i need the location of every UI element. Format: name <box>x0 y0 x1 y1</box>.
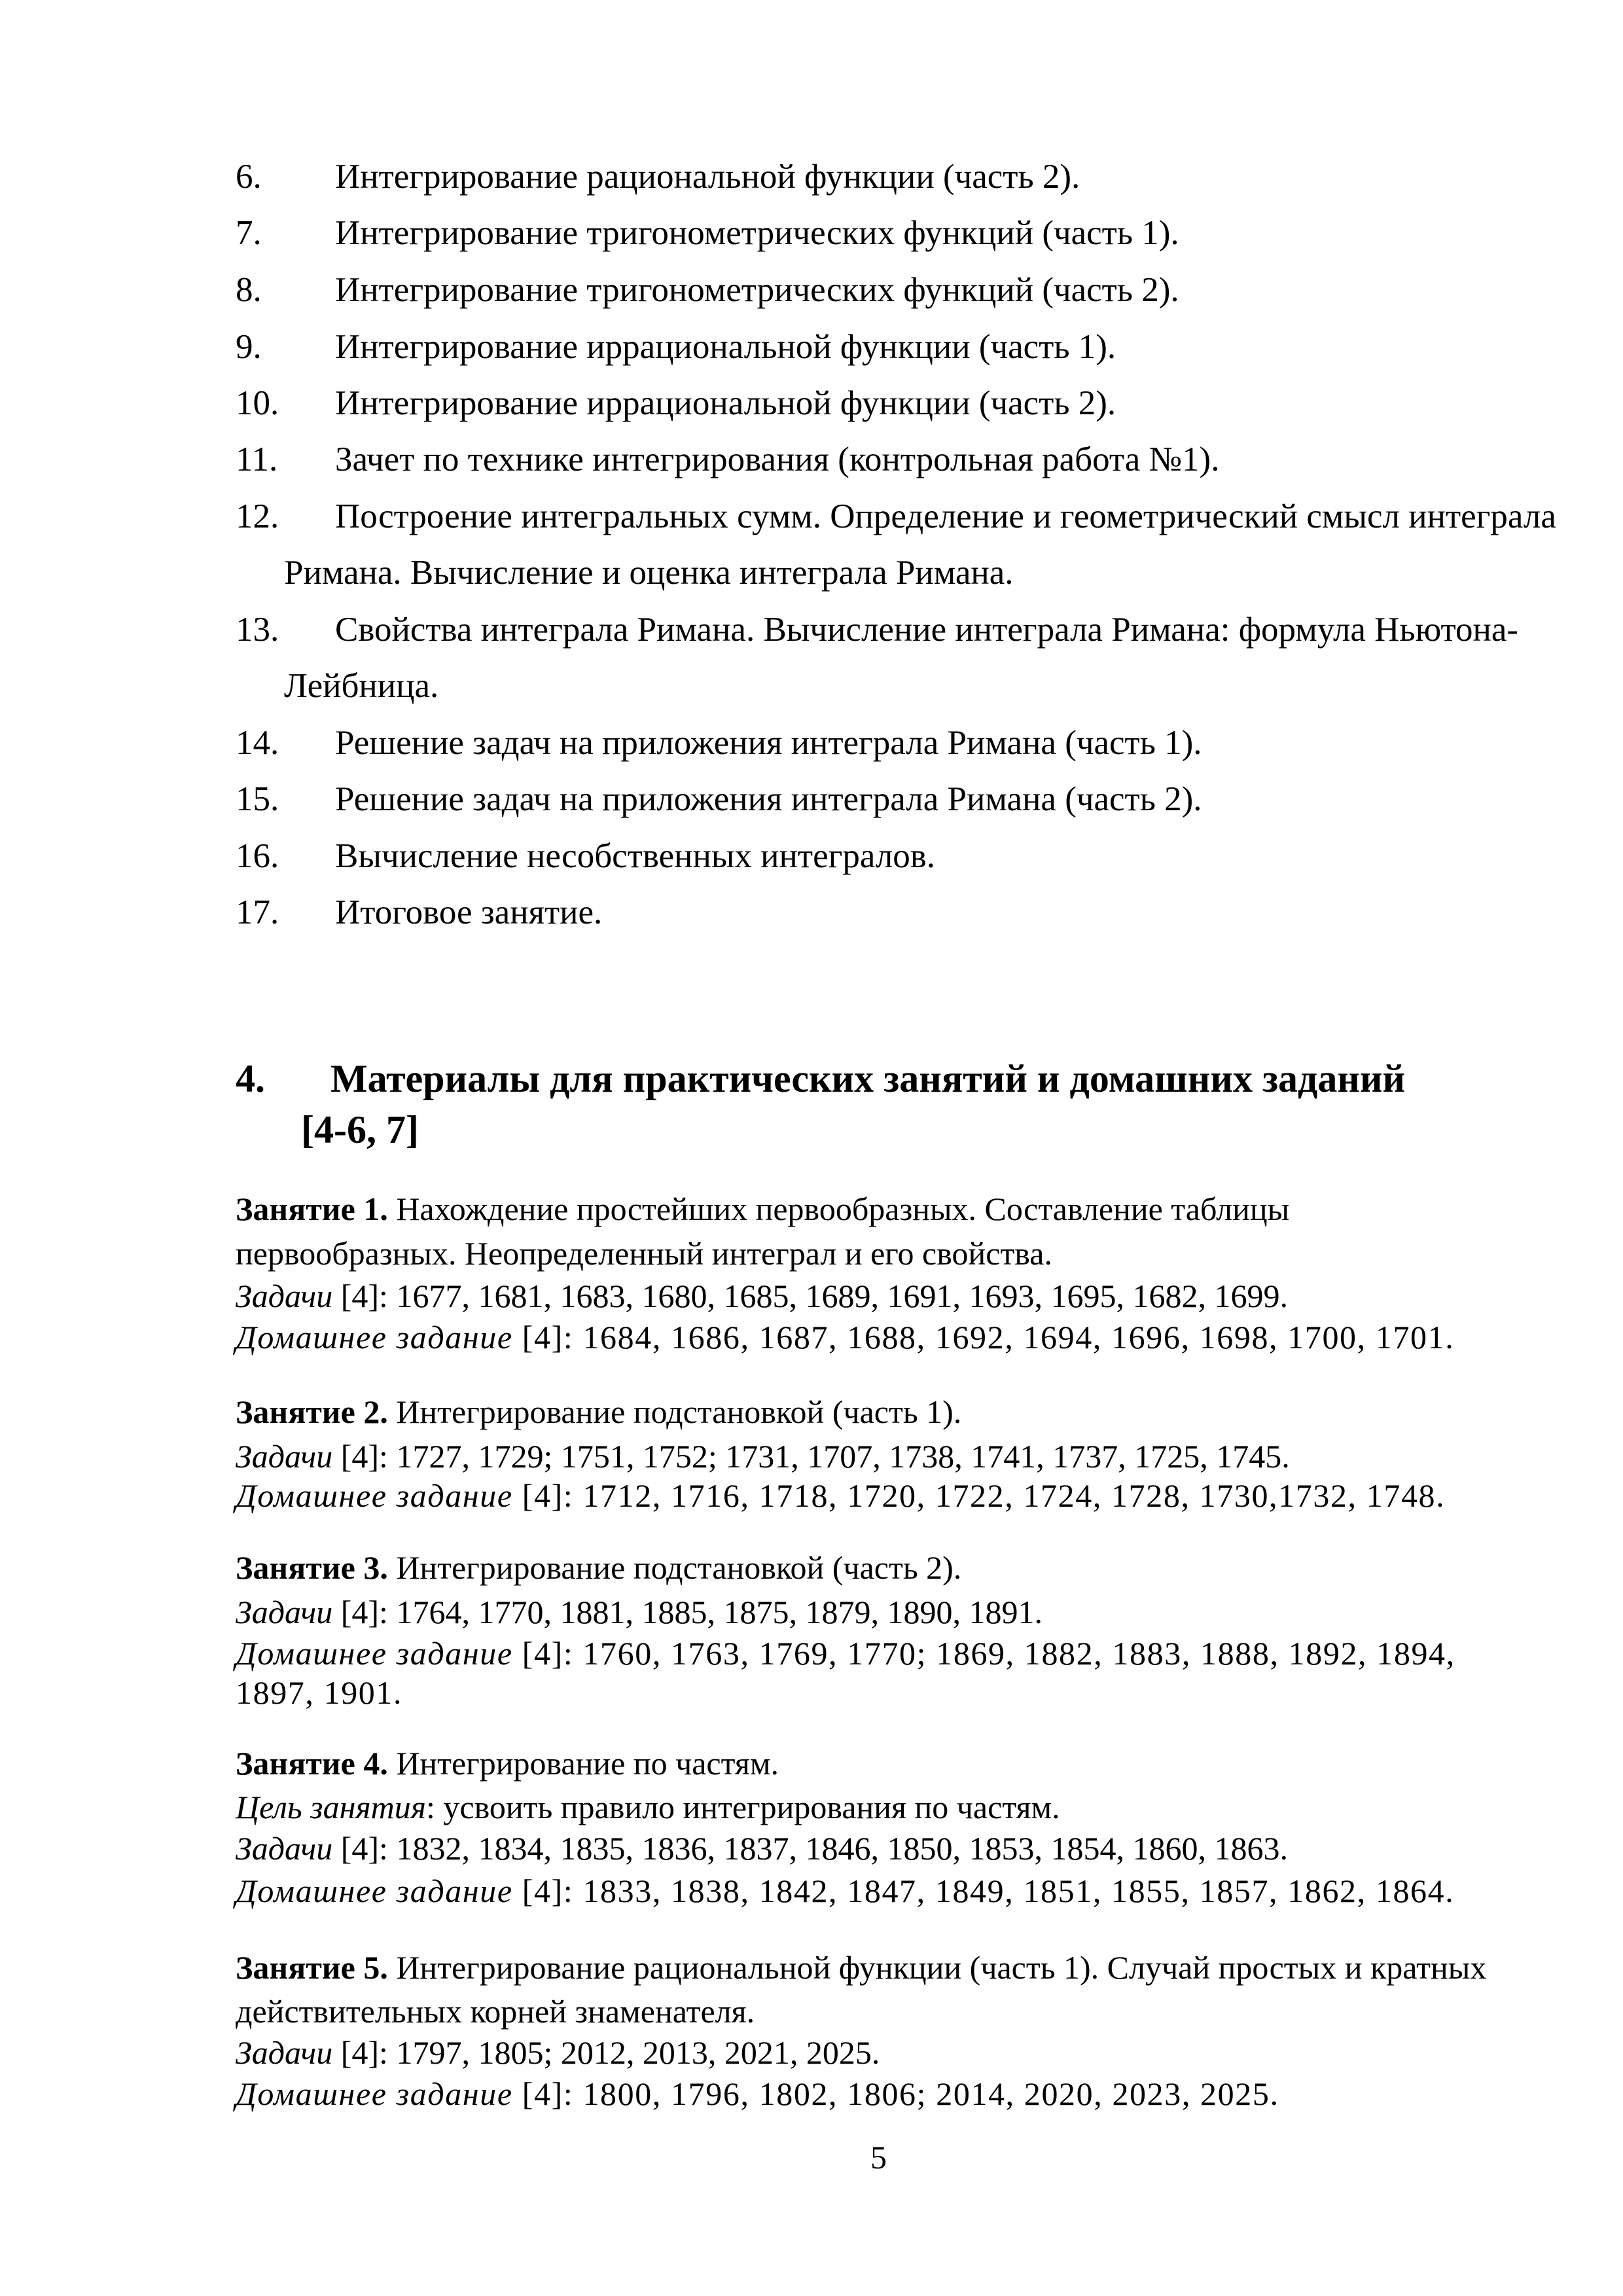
list-number: 10. <box>236 384 279 422</box>
list-item: Интегрирование тригонометрических функций (часть 2). <box>335 271 1179 309</box>
session-homework <box>236 1477 1445 1515</box>
list-number: 12. <box>236 497 279 535</box>
homework-list: [4]: 1712, 1716, 1718, 1720, 1722, 1724, 1728, 1730,1732, 1748. <box>512 1477 1446 1514</box>
list-item: Итоговое занятие. <box>335 893 603 931</box>
session-topic: Интегрирование по частям. <box>387 1745 779 1782</box>
page-number: 5 <box>870 2139 887 2176</box>
session-label: Занятие 1. <box>236 1191 388 1227</box>
list-number: 9. <box>236 328 262 366</box>
homework-list: [4]: 1760, 1763, 1769, 1770; 1869, 1882, 1883, 1888, 1892, 1894, <box>512 1635 1455 1672</box>
goal-text: : усвоить правило интегрирования по частям. <box>426 1789 1060 1825</box>
section-title: Материалы для практических занятий и домашних заданий <box>330 1057 1406 1100</box>
list-item-continuation: Римана. Вычисление и оценка интеграла Римана. <box>284 554 1014 592</box>
session-title <box>236 1549 961 1587</box>
session-tasks <box>236 1829 1288 1867</box>
session-homework <box>236 1634 1455 1672</box>
session-homework <box>236 1318 1454 1356</box>
session-tasks <box>236 1593 1043 1631</box>
list-item-continuation: Лейбница. <box>284 667 439 705</box>
list-number: 7. <box>236 214 262 252</box>
session-homework <box>236 1872 1454 1910</box>
session-title-continuation: действительных корней знаменателя. <box>236 1993 755 2030</box>
tasks-list: [4]: 1677, 1681, 1683, 1680, 1685, 1689, 1691, 1693, 1695, 1682, 1699. <box>332 1278 1288 1314</box>
tasks-list: [4]: 1832, 1834, 1835, 1836, 1837, 1846, 1850, 1853, 1854, 1860, 1863. <box>332 1830 1288 1867</box>
homework-label: Домашнее задание <box>236 1635 513 1672</box>
tasks-label: Задачи <box>236 1278 333 1314</box>
session-homework-continuation: 1897, 1901. <box>236 1674 403 1711</box>
tasks-label: Задачи <box>236 2034 333 2071</box>
session-label: Занятие 4. <box>236 1745 388 1782</box>
homework-list: [4]: 1684, 1686, 1687, 1688, 1692, 1694, 1696, 1698, 1700, 1701. <box>512 1319 1455 1355</box>
session-title-continuation: первообразных. Неопределенный интеграл и его свойства. <box>236 1235 1052 1272</box>
list-item: Решение задач на приложения интеграла Римана (часть 1). <box>335 724 1202 762</box>
homework-label: Домашнее задание <box>236 1873 513 1909</box>
list-item: Интегрирование иррациональной функции (часть 2). <box>335 384 1116 422</box>
tasks-list: [4]: 1727, 1729; 1751, 1752; 1731, 1707, 1738, 1741, 1737, 1725, 1745. <box>332 1438 1290 1475</box>
list-number: 15. <box>236 780 279 818</box>
session-topic: Интегрирование подстановкой (часть 1). <box>387 1393 962 1430</box>
list-number: 14. <box>236 724 279 762</box>
list-item: Интегрирование рациональной функции (часть 2). <box>335 158 1080 196</box>
session-tasks <box>236 2034 880 2072</box>
session-label: Занятие 5. <box>236 1949 388 1986</box>
session-title <box>236 1393 961 1431</box>
session-label: Занятие 3. <box>236 1549 388 1586</box>
homework-label: Домашнее задание <box>236 1319 513 1355</box>
session-homework <box>236 2075 1279 2113</box>
list-item: Интегрирование иррациональной функции (часть 1). <box>335 328 1116 366</box>
tasks-label: Задачи <box>236 1438 333 1475</box>
list-number: 16. <box>236 837 279 875</box>
list-number: 8. <box>236 271 262 309</box>
homework-list: [4]: 1800, 1796, 1802, 1806; 2014, 2020, 2023, 2025. <box>512 2075 1279 2112</box>
tasks-label: Задачи <box>236 1830 333 1867</box>
session-topic: Нахождение простейших первообразных. Составление таблицы <box>387 1191 1290 1227</box>
list-item: Построение интегральных сумм. Определение и геометрический смысл интеграла <box>335 497 1556 535</box>
tasks-list: [4]: 1764, 1770, 1881, 1885, 1875, 1879, 1890, 1891. <box>332 1594 1043 1630</box>
tasks-list: [4]: 1797, 1805; 2012, 2013, 2021, 2025. <box>332 2034 880 2071</box>
goal-label: Цель занятия <box>236 1789 427 1825</box>
session-title <box>236 1190 1289 1228</box>
session-tasks <box>236 1277 1288 1315</box>
list-item: Свойства интеграла Римана. Вычисление интеграла Римана: формула Ньютона- <box>335 611 1519 649</box>
list-item: Интегрирование тригонометрических функций (часть 1). <box>335 214 1179 252</box>
homework-label: Домашнее задание <box>236 1477 513 1514</box>
list-number: 13. <box>236 611 279 649</box>
session-topic: Интегрирование подстановкой (часть 2). <box>387 1549 962 1586</box>
session-title <box>236 1948 1486 1986</box>
list-item: Решение задач на приложения интеграла Римана (часть 2). <box>335 780 1202 818</box>
session-label: Занятие 2. <box>236 1393 388 1430</box>
homework-list: [4]: 1833, 1838, 1842, 1847, 1849, 1851, 1855, 1857, 1862, 1864. <box>512 1873 1455 1909</box>
homework-label: Домашнее задание <box>236 2075 513 2112</box>
section-title-continuation: [4-6, 7] <box>301 1108 419 1151</box>
list-number: 17. <box>236 893 279 931</box>
session-title <box>236 1744 779 1782</box>
session-goal <box>236 1788 1060 1826</box>
list-item: Зачет по технике интегрирования (контрольная работа №1). <box>335 440 1220 478</box>
list-number: 11. <box>236 440 278 478</box>
list-item: Вычисление несобственных интегралов. <box>335 837 936 875</box>
session-topic: Интегрирование рациональной функции (часть 1). Случай простых и кратных <box>387 1949 1487 1986</box>
section-number: 4. <box>236 1057 265 1100</box>
session-tasks <box>236 1437 1290 1475</box>
tasks-label: Задачи <box>236 1594 333 1630</box>
list-number: 6. <box>236 158 262 196</box>
